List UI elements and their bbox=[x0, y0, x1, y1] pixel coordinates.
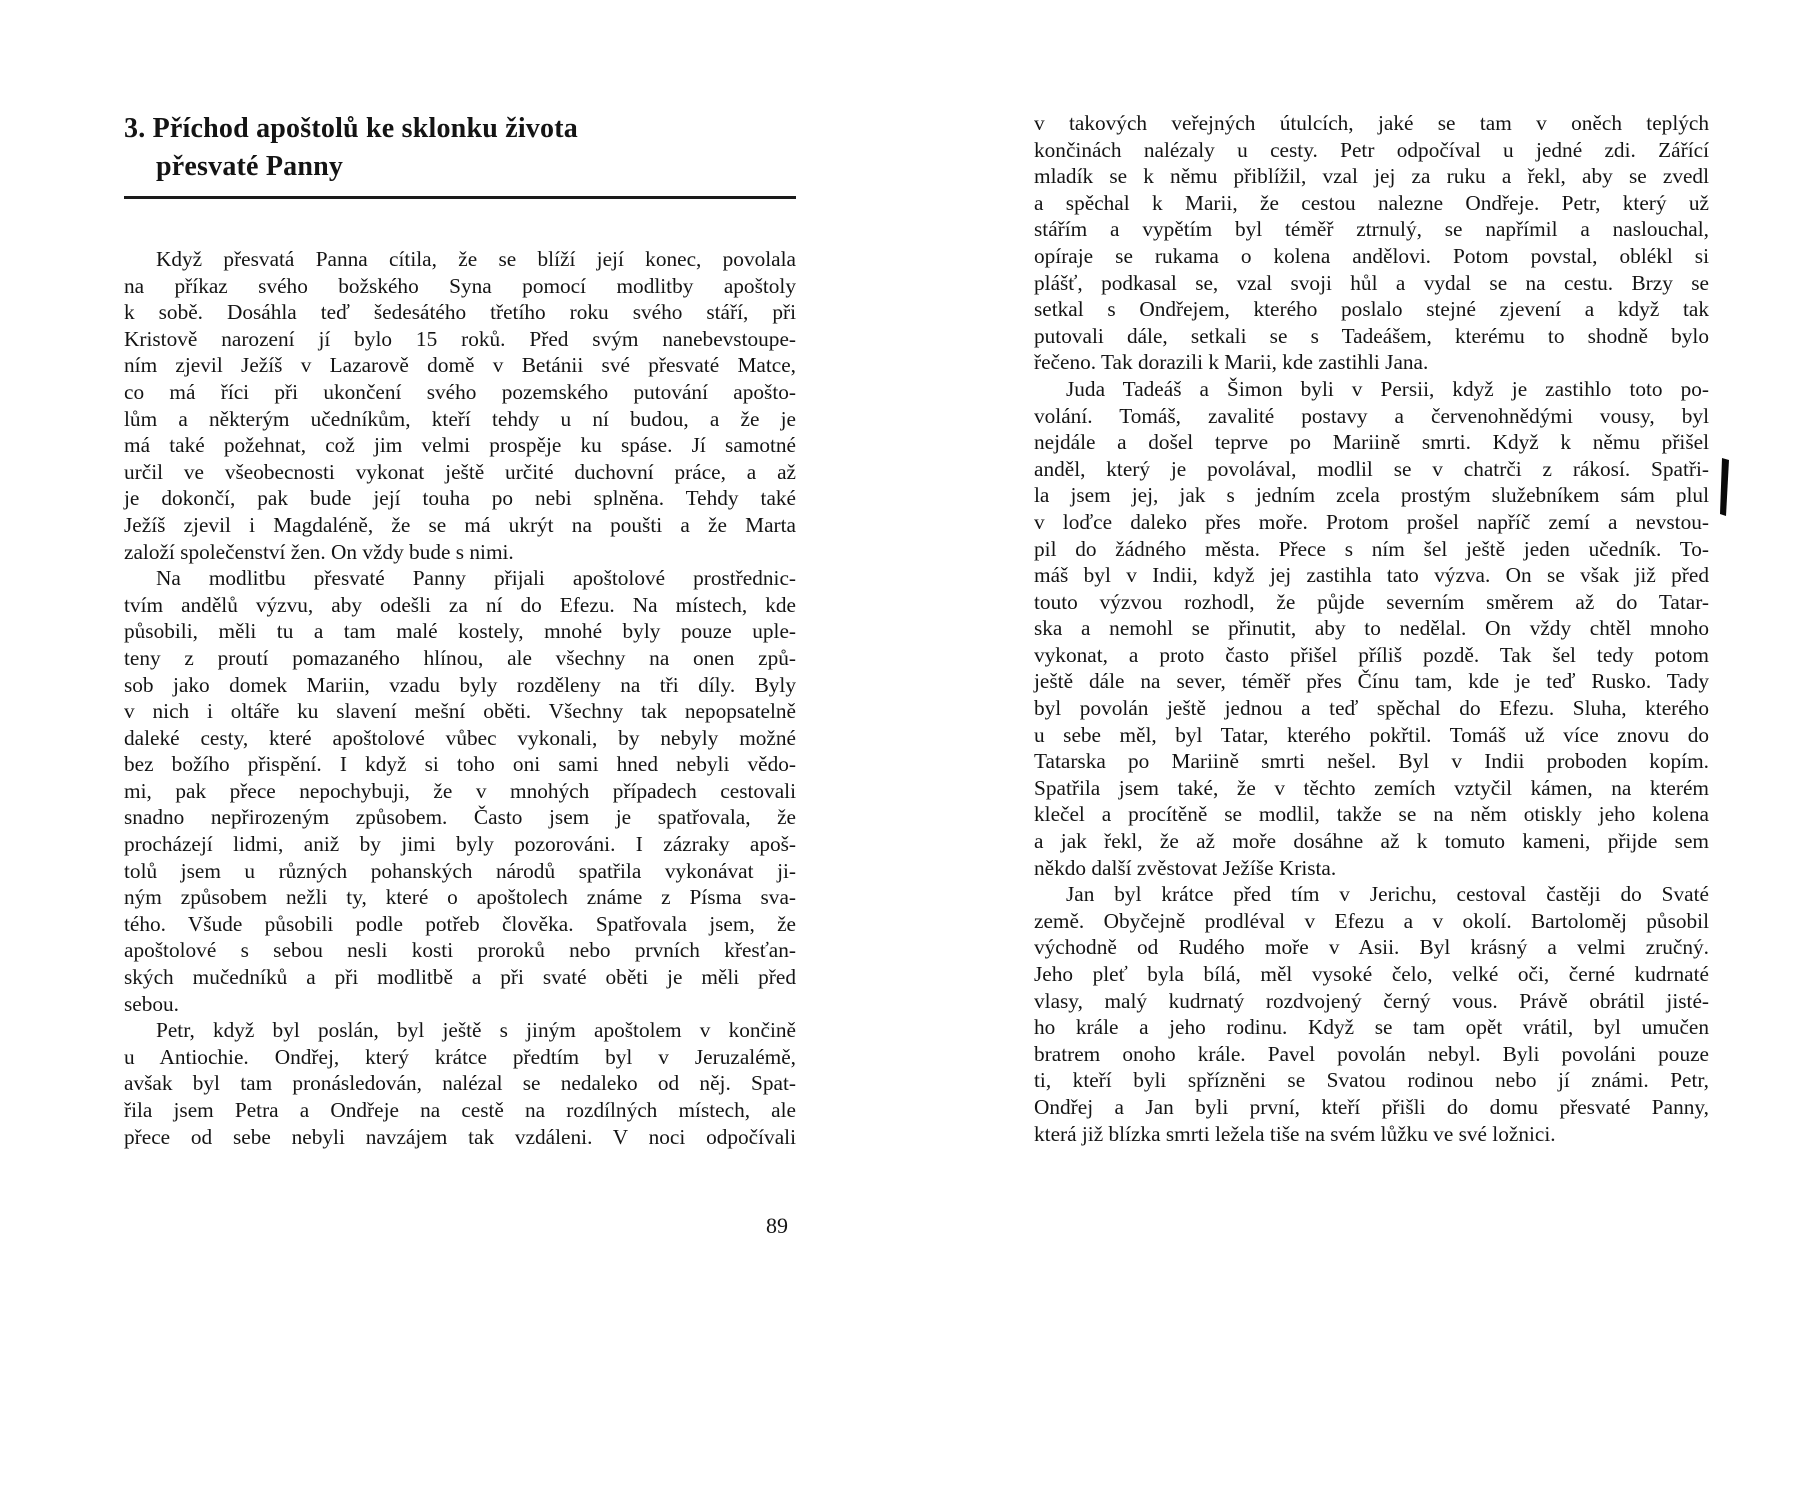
text-line: řečeno. Tak dorazili k Marii, kde zastihli Jana. bbox=[1034, 350, 1429, 375]
text-line: snadno nepřirozeným způsobem. Často jsem je spatřovala, že bbox=[124, 805, 796, 830]
text-line: ným způsobem nežli ty, které o apoštolech známe z Písma sva- bbox=[124, 885, 796, 910]
text-line: Spatřila jsem také, že v těchto zemích vztyčil kámen, na kterém bbox=[1034, 775, 1709, 800]
text-line: Petr, když byl poslán, byl ještě s jiným apoštolem v končině bbox=[156, 1018, 796, 1043]
text-line: máš byl v Indii, když jej zastihla tato výzva. On se však již před bbox=[1034, 563, 1709, 588]
page-number: 89 bbox=[766, 1213, 788, 1238]
text-line: která již blízka smrti ležela tiše na svém lůžku ve své ložnici. bbox=[1034, 1121, 1556, 1146]
text-line: pil do žádného města. Přece s ním šel ještě jeden učedník. To- bbox=[1034, 536, 1709, 561]
text-line: Ježíš zjevil i Magdaléně, že se má ukrýt na poušti a že Marta bbox=[124, 512, 796, 537]
text-line: tého. Všude působili podle potřeb člověka. Spatřovala jsem, že bbox=[124, 911, 796, 936]
text-line: v takových veřejných útulcích, jaké se tam v oněch teplých bbox=[1034, 111, 1709, 135]
text-line: volání. Tomáš, zavalité postavy a červenohnědými vousy, byl bbox=[1034, 403, 1709, 428]
text-line: setkal s Ondřejem, kterého poslalo stejné zjevení a když tak bbox=[1034, 297, 1709, 322]
text-line: ještě dále na sever, téměř přes Čínu tam, kde je teď Rusko. Tady bbox=[1034, 669, 1709, 694]
text-line: Tatarska po Mariině smrti nešel. Byl v Indii proboden kopím. bbox=[1034, 749, 1709, 774]
text-line: plášť, podkasal se, vzal svoji hůl a vydal se na cestu. Brzy se bbox=[1034, 270, 1709, 295]
text-line: procházejí lidmi, aniž by jimi byly pozorováni. I zázraky apoš- bbox=[124, 832, 796, 857]
text-line: ho krále a jeho rodinu. Když se tam opět vrátil, byl umučen bbox=[1034, 1015, 1709, 1040]
paragraph bbox=[124, 565, 796, 1017]
text-line: Kristově narození jí bylo 15 roků. Před svým nanebevstoupe- bbox=[124, 326, 796, 351]
text-line: putovali dále, setkali se s Tadeášem, kterému to shodně bylo bbox=[1034, 323, 1709, 348]
text-line: země. Obyčejně prodléval v Efezu a v okolí. Bartoloměj působil bbox=[1034, 908, 1709, 933]
chapter-title bbox=[124, 110, 796, 186]
text-line: končinách nalézaly u cesty. Petr odpočíval u jedné zdi. Zářící bbox=[1034, 137, 1709, 162]
text-line: apoštolové s sebou nesli kosti proroků nebo prvních křesťan- bbox=[124, 938, 796, 963]
right-text-column bbox=[1034, 110, 1709, 1147]
chapter-heading bbox=[124, 110, 796, 199]
text-line: vlasy, malý kudrnatý rozdvojený černý vous. Právě obrátil jisté- bbox=[1034, 988, 1709, 1013]
paragraph bbox=[124, 1017, 796, 1150]
text-line: na příkaz svého božského Syna pomocí modlitby apoštoly bbox=[124, 273, 796, 298]
text-line: daleké cesty, které apoštolové vůbec vykonali, by nebyly možné bbox=[124, 725, 796, 750]
chapter-title-line: 3. Příchod apoštolů ke sklonku života bbox=[124, 113, 578, 144]
text-line: bratrem onoho krále. Pavel povolán nebyl. Byli povoláni pouze bbox=[1034, 1041, 1709, 1066]
text-line: ti, kteří byli spřízněni se Svatou rodinou nebo jí známi. Petr, bbox=[1034, 1068, 1709, 1093]
left-text-column bbox=[124, 246, 796, 1150]
text-line: co má říci při ukončení svého pozemského putování apošto- bbox=[124, 379, 796, 404]
paragraph bbox=[124, 246, 796, 565]
text-line: bez božího přispění. I když si toho oni sami hned nebyli vědo- bbox=[124, 752, 796, 777]
right-page bbox=[909, 0, 1818, 1500]
text-line: u Antiochie. Ondřej, který krátce předtím byl v Jeruzalémě, bbox=[124, 1044, 796, 1069]
text-line: určil ve všeobecnosti vykonat ještě určité duchovní práce, a až bbox=[124, 459, 796, 484]
text-line: sebou. bbox=[124, 991, 180, 1016]
text-line: avšak byl tam pronásledován, nalézal se nedaleko od něj. Spat- bbox=[124, 1071, 796, 1096]
text-line: stářím a vypětím byl téměř ztrnulý, se napřímil a naslouchal, bbox=[1034, 217, 1709, 242]
text-line: Když přesvatá Panna cítila, že se blíží její konec, povolala bbox=[156, 247, 796, 271]
text-line: ním zjevil Ježíš v Lazarově domě v Betánii své přesvaté Matce, bbox=[124, 353, 796, 378]
text-line: lům a některým učedníkům, kteří tehdy u ní budou, a že je bbox=[124, 406, 796, 431]
text-line: východně od Rudého moře v Asii. Byl krásný a velmi zručný. bbox=[1034, 935, 1709, 960]
text-line: založí společenství žen. On vždy bude s nimi. bbox=[124, 539, 514, 564]
paragraph bbox=[1034, 110, 1709, 376]
text-line: působili, měli tu a tam malé kostely, mnohé byly pouze uple- bbox=[124, 619, 796, 644]
pen-mark bbox=[1716, 456, 1732, 518]
text-line: řila jsem Petra a Ondřeje na cestě na rozdílných místech, ale bbox=[124, 1098, 796, 1122]
text-line: v nich i oltáře ku slavení mešní oběti. Všechny tak nepopsatelně bbox=[124, 699, 796, 724]
paragraph bbox=[1034, 881, 1709, 1147]
text-line: mladík se k němu přiblížil, vzal jej za ruku a řekl, aby se zvedl bbox=[1034, 164, 1709, 189]
text-line: ských mučedníků a při modlitbě a při svaté oběti je měli před bbox=[124, 965, 796, 990]
text-line: opíraje se rukama o kolena andělovi. Potom povstal, oblékl si bbox=[1034, 243, 1709, 268]
paragraph bbox=[1034, 376, 1709, 881]
text-line: vykonat, a proto často přišel příliš pozdě. Tak šel tedy potom bbox=[1034, 642, 1709, 667]
text-line: ska a nemohl se přinutit, aby to nedělal. On vždy chtěl mnoho bbox=[1034, 616, 1709, 641]
chapter-title-line: přesvaté Panny bbox=[156, 151, 344, 182]
text-line: tolů jsem u různých pohanských národů spatřila vykonávat ji- bbox=[124, 858, 796, 883]
text-line: a jak řekl, že až moře dosáhne až k tomuto kameni, přijde sem bbox=[1034, 829, 1709, 854]
text-line: nejdále a došel teprve po Mariině smrti. Když k němu přišel bbox=[1034, 430, 1709, 455]
text-line: přece od sebe nebyli navzájem tak vzdáleni. V noci odpočívali bbox=[124, 1124, 796, 1149]
text-line: sob jako domek Mariin, vzadu byly rozděleny na tři díly. Byly bbox=[124, 672, 796, 697]
text-line: Juda Tadeáš a Šimon byli v Persii, když je zastihlo toto po- bbox=[1066, 376, 1709, 401]
text-line: u sebe měl, byl Tatar, kterého pokřtil. Tomáš už více znovu do bbox=[1034, 722, 1709, 747]
text-line: má také požehnat, což jim velmi prospěje ku spáse. Jí samotné bbox=[124, 433, 796, 458]
text-line: byl povolán ještě jednou a teď spěchal do Efezu. Sluha, kterého bbox=[1034, 696, 1709, 721]
text-line: Jeho pleť byla bílá, měl vysoké čelo, velké oči, černé kudrnaté bbox=[1034, 962, 1709, 986]
text-line: je dokončí, pak bude její touha po nebi splněna. Tehdy také bbox=[124, 486, 796, 511]
text-line: a spěchal k Marii, že cestou nalezne Ondřeje. Petr, který už bbox=[1034, 190, 1709, 215]
text-line: Ondřej a Jan byli první, kteří přišli do domu přesvaté Panny, bbox=[1034, 1094, 1709, 1119]
text-line: k sobě. Dosáhla teď šedesátého třetího roku svého stáří, při bbox=[124, 300, 796, 325]
text-line: teny z proutí pomazaného hlínou, ale všechny na onen způ- bbox=[124, 645, 796, 670]
text-line: tvím andělů výzvu, aby odešli za ní do Efezu. Na místech, kde bbox=[124, 592, 796, 617]
text-line: Na modlitbu přesvaté Panny přijali apoštolové prostřednic- bbox=[156, 566, 796, 591]
text-line: touto výzvou rozhodl, že půjde severním směrem až do Tatar- bbox=[1034, 589, 1709, 614]
text-line: la jsem jej, jak s jedním zcela prostým služebníkem sám plul bbox=[1034, 483, 1709, 508]
text-line: mi, pak přece nepochybuji, že v mnohých případech cestovali bbox=[124, 778, 796, 803]
text-line: anděl, který je povolával, modlil se v chatrči z rákosí. Spatři- bbox=[1034, 456, 1709, 481]
pen-mark-stroke bbox=[1720, 458, 1729, 516]
text-line: klečel a procítěně se modlil, takže se na něm otiskly jeho kolena bbox=[1034, 802, 1709, 827]
text-line: Jan byl krátce před tím v Jerichu, cestoval častěji do Svaté bbox=[1066, 882, 1709, 907]
text-line: někdo další zvěstovat Ježíše Krista. bbox=[1034, 855, 1337, 880]
text-line: v loďce daleko přes moře. Protom prošel napříč zemí a nevstou- bbox=[1034, 509, 1709, 534]
